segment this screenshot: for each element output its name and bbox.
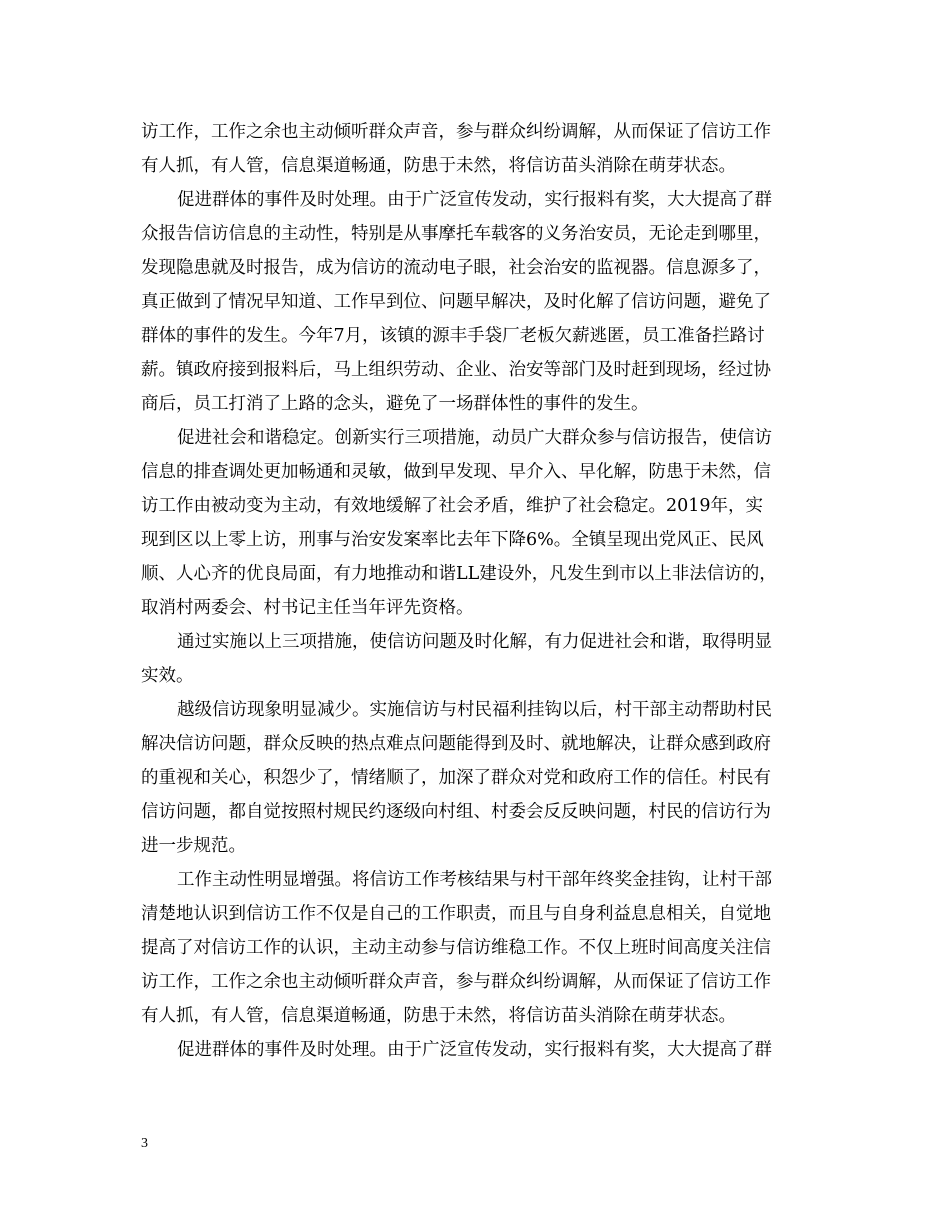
text-line: 清楚地认识到信访工作不仅是自己的工作职责，而且与自身利益息息相关，自觉地 xyxy=(141,904,771,924)
paragraph-start-line: 促进群体的事件及时处理。由于广泛宣传发动，实行报料有奖，大大提高了群 xyxy=(177,190,772,210)
text-line: 商后，员工打消了上路的念头，避免了一场群体性的事件的发生。 xyxy=(141,394,649,414)
text-line: 提高了对信访工作的认识，主动主动参与信访维稳工作。不仅上班时间高度关注信 xyxy=(141,938,771,958)
text-line: 信访问题，都自觉按照村规民约逐级向村组、村委会反反映问题，村民的信访行为 xyxy=(141,802,771,822)
text-line: 访工作由被动变为主动，有效地缓解了社会矛盾，维护了社会稳定。2019年，实 xyxy=(141,496,764,516)
text-line: 解决信访问题，群众反映的热点难点问题能得到及时、就地解决，让群众感到政府 xyxy=(141,734,771,754)
paragraph-start-line: 越级信访现象明显减少。实施信访与村民福利挂钩以后，村干部主动帮助村民 xyxy=(177,700,772,720)
text-line: 众报告信访信息的主动性，特别是从事摩托车载客的义务治安员，无论走到哪里， xyxy=(141,224,771,244)
paragraph-start-line: 促进社会和谐稳定。创新实行三项措施，动员广大群众参与信访报告，使信访 xyxy=(177,428,772,448)
text-line: 发现隐患就及时报告，成为信访的流动电子眼，社会治安的监视器。信息源多了， xyxy=(141,258,771,278)
paragraph-start-line: 工作主动性明显增强。将信访工作考核结果与村干部年终奖金挂钩，让村干部 xyxy=(177,870,772,890)
text-line: 实效。 xyxy=(141,666,194,686)
paragraph-start-line: 促进群体的事件及时处理。由于广泛宣传发动，实行报料有奖，大大提高了群 xyxy=(177,1040,772,1060)
text-line: 取消村两委会、村书记主任当年评先资格。 xyxy=(141,598,474,618)
document-body xyxy=(141,115,821,1067)
text-line: 有人抓，有人管，信息渠道畅通，防患于未然，将信访苗头消除在萌芽状态。 xyxy=(141,156,736,176)
text-line: 群体的事件的发生。今年7月，该镇的源丰手袋厂老板欠薪逃匿，员工准备拦路讨 xyxy=(141,326,765,346)
text-line: 访工作，工作之余也主动倾听群众声音，参与群众纠纷调解，从而保证了信访工作 xyxy=(141,972,771,992)
text-line: 顺、人心齐的优良局面，有力地推动和谐LL建设外，凡发生到市以上非法信访的， xyxy=(141,564,777,584)
text-line: 现到区以上零上访，刑事与治安发案率比去年下降6%。全镇呈现出党风正、民风 xyxy=(141,530,764,550)
text-line: 访工作，工作之余也主动倾听群众声音，参与群众纠纷调解，从而保证了信访工作 xyxy=(141,122,771,142)
text-line: 薪。镇政府接到报料后，马上组织劳动、企业、治安等部门及时赶到现场，经过协 xyxy=(141,360,771,380)
text-line: 的重视和关心，积怨少了，情绪顺了，加深了群众对党和政府工作的信任。村民有 xyxy=(141,768,771,788)
text-line: 真正做到了情况早知道、工作早到位、问题早解决，及时化解了信访问题，避免了 xyxy=(141,292,771,312)
text-line: 信息的排查调处更加畅通和灵敏，做到早发现、早介入、早化解，防患于未然，信 xyxy=(141,462,771,482)
paragraph-start-line: 通过实施以上三项措施，使信访问题及时化解，有力促进社会和谐，取得明显 xyxy=(177,632,772,652)
text-line: 有人抓，有人管，信息渠道畅通，防患于未然，将信访苗头消除在萌芽状态。 xyxy=(141,1006,736,1026)
text-line: 进一步规范。 xyxy=(141,836,246,856)
page-number: 3 xyxy=(141,1136,148,1151)
